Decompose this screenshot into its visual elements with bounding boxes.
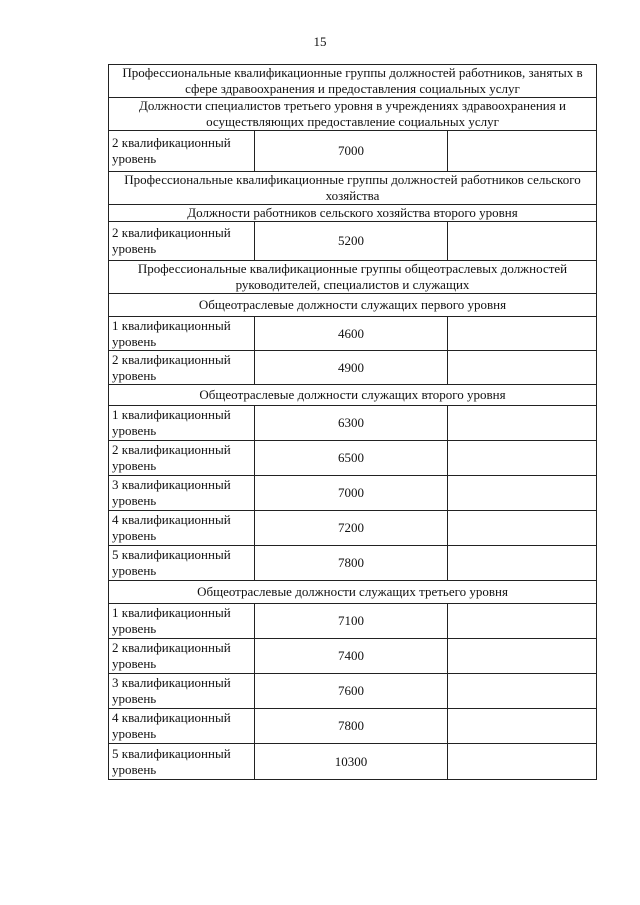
section-header-row	[109, 581, 597, 604]
section-header: Профессиональные квалификационные группы должностей работников сельского хозяйства	[109, 172, 597, 205]
section-header: Общеотраслевые должности служащих второго уровня	[109, 385, 597, 406]
table-row	[109, 744, 597, 780]
empty-cell	[448, 476, 597, 511]
qualification-level: 3 квалификационный уровень	[109, 674, 255, 709]
salary-value: 5200	[255, 222, 448, 261]
table-row	[109, 709, 597, 744]
qualification-level: 2 квалификационный уровень	[109, 639, 255, 674]
salary-value: 10300	[255, 744, 448, 780]
qualification-level: 3 квалификационный уровень	[109, 476, 255, 511]
section-header: Должности работников сельского хозяйства второго уровня	[109, 205, 597, 222]
section-header-row	[109, 294, 597, 317]
salary-value: 7800	[255, 709, 448, 744]
qualification-level: 2 квалификационный уровень	[109, 441, 255, 476]
table-row	[109, 511, 597, 546]
empty-cell	[448, 406, 597, 441]
table-row	[109, 406, 597, 441]
empty-cell	[448, 744, 597, 780]
empty-cell	[448, 709, 597, 744]
section-header-row	[109, 385, 597, 406]
qualification-level: 1 квалификационный уровень	[109, 604, 255, 639]
empty-cell	[448, 674, 597, 709]
salary-value: 4600	[255, 317, 448, 351]
salary-value: 7600	[255, 674, 448, 709]
section-header: Должности специалистов третьего уровня в учреждениях здравоохранения и осуществляющих предоставление социальных услуг	[109, 98, 597, 131]
salary-value: 7100	[255, 604, 448, 639]
empty-cell	[448, 131, 597, 172]
empty-cell	[448, 351, 597, 385]
empty-cell	[448, 604, 597, 639]
qualification-level: 2 квалификационный уровень	[109, 222, 255, 261]
section-header: Общеотраслевые должности служащих третьего уровня	[109, 581, 597, 604]
table-row	[109, 639, 597, 674]
salary-value: 4900	[255, 351, 448, 385]
salary-value: 7000	[255, 131, 448, 172]
qualification-level: 2 квалификационный уровень	[109, 131, 255, 172]
empty-cell	[448, 317, 597, 351]
table-row	[109, 222, 597, 261]
table-row	[109, 351, 597, 385]
section-header: Общеотраслевые должности служащих первого уровня	[109, 294, 597, 317]
salary-value: 7400	[255, 639, 448, 674]
table-row	[109, 674, 597, 709]
section-header-row	[109, 98, 597, 131]
section-header: Профессиональные квалификационные группы общеотраслевых должностей руководителей, специалистов и служащих	[109, 261, 597, 294]
salary-value: 6300	[255, 406, 448, 441]
empty-cell	[448, 441, 597, 476]
empty-cell	[448, 511, 597, 546]
salary-value: 7000	[255, 476, 448, 511]
page-number: 15	[313, 34, 327, 49]
section-header-row	[109, 172, 597, 205]
table-row	[109, 317, 597, 351]
section-header-row	[109, 261, 597, 294]
qualification-level: 4 квалификационный уровень	[109, 511, 255, 546]
empty-cell	[448, 639, 597, 674]
salary-value: 6500	[255, 441, 448, 476]
table-row	[109, 546, 597, 581]
qualification-level: 5 квалификационный уровень	[109, 744, 255, 780]
qualification-level: 2 квалификационный уровень	[109, 351, 255, 385]
salary-value: 7200	[255, 511, 448, 546]
table-row	[109, 441, 597, 476]
section-header-row	[109, 65, 597, 98]
section-header: Профессиональные квалификационные группы должностей работников, занятых в сфере здравоохранения и предоставления социальных услуг	[109, 65, 597, 98]
empty-cell	[448, 546, 597, 581]
qualification-level: 5 квалификационный уровень	[109, 546, 255, 581]
salary-value: 7800	[255, 546, 448, 581]
salary-table	[108, 64, 597, 780]
qualification-level: 1 квалификационный уровень	[109, 406, 255, 441]
table-row	[109, 604, 597, 639]
table-row	[109, 131, 597, 172]
section-header-row	[109, 205, 597, 222]
qualification-level: 1 квалификационный уровень	[109, 317, 255, 351]
qualification-level: 4 квалификационный уровень	[109, 709, 255, 744]
empty-cell	[448, 222, 597, 261]
table-row	[109, 476, 597, 511]
